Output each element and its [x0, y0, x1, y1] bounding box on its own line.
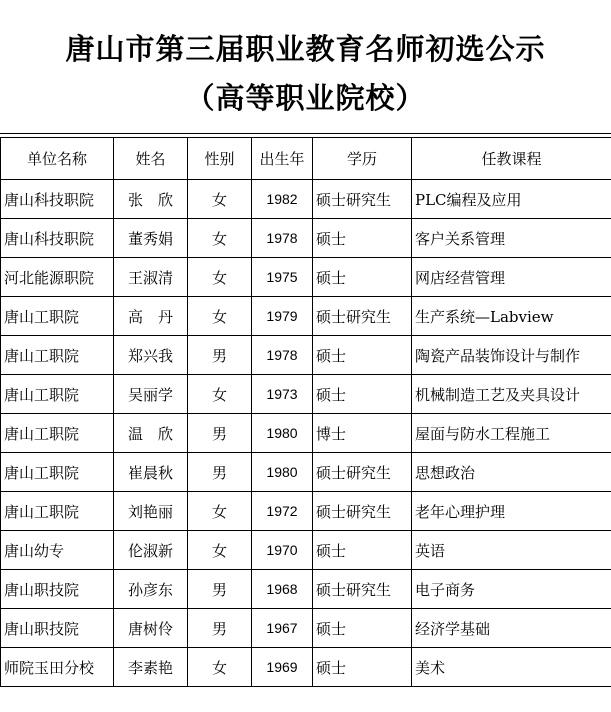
cell-education: 硕士研究生 — [313, 453, 412, 492]
cell-course: 机械制造工艺及夹具设计 — [412, 375, 611, 414]
document-title: 唐山市第三届职业教育名师初选公示 — [65, 32, 546, 66]
document-subtitle: （高等职业院校） — [185, 81, 426, 115]
nominee-table — [0, 137, 611, 687]
cell-name: 唐树伶 — [114, 609, 188, 648]
cell-unit: 唐山工职院 — [1, 414, 114, 453]
cell-sex: 女 — [188, 648, 252, 687]
cell-unit: 唐山科技职院 — [1, 180, 114, 219]
cell-course: 经济学基础 — [412, 609, 611, 648]
cell-course: 陶瓷产品装饰设计与制作 — [412, 336, 611, 375]
cell-birth-year: 1970 — [252, 531, 313, 570]
cell-birth-year: 1978 — [252, 336, 313, 375]
table-row — [1, 492, 611, 531]
cell-birth-year: 1967 — [252, 609, 313, 648]
cell-education: 硕士研究生 — [313, 297, 412, 336]
header-education: 学历 — [313, 138, 412, 180]
header-sex: 性别 — [188, 138, 252, 180]
cell-name: 王淑清 — [114, 258, 188, 297]
cell-course: 英语 — [412, 531, 611, 570]
cell-education: 硕士研究生 — [313, 570, 412, 609]
cell-unit: 唐山工职院 — [1, 492, 114, 531]
cell-education: 硕士研究生 — [313, 180, 412, 219]
cell-course: 屋面与防水工程施工 — [412, 414, 611, 453]
header-course: 任教课程 — [412, 138, 611, 180]
cell-education: 博士 — [313, 414, 412, 453]
cell-birth-year: 1979 — [252, 297, 313, 336]
document-header — [0, 0, 611, 134]
cell-course: 电子商务 — [412, 570, 611, 609]
cell-course: 生产系统—Labview — [412, 297, 611, 336]
cell-name: 高 丹 — [114, 297, 188, 336]
cell-birth-year: 1969 — [252, 648, 313, 687]
cell-unit: 唐山幼专 — [1, 531, 114, 570]
cell-name: 孙彦东 — [114, 570, 188, 609]
table-row — [1, 219, 611, 258]
cell-birth-year: 1975 — [252, 258, 313, 297]
cell-education: 硕士 — [313, 648, 412, 687]
cell-birth-year: 1972 — [252, 492, 313, 531]
cell-name: 董秀娟 — [114, 219, 188, 258]
cell-unit: 唐山职技院 — [1, 570, 114, 609]
table-row — [1, 648, 611, 687]
cell-sex: 女 — [188, 297, 252, 336]
cell-course: 网店经营管理 — [412, 258, 611, 297]
cell-name: 崔晨秋 — [114, 453, 188, 492]
table-row — [1, 609, 611, 648]
cell-name: 刘艳丽 — [114, 492, 188, 531]
cell-sex: 男 — [188, 336, 252, 375]
cell-education: 硕士研究生 — [313, 492, 412, 531]
cell-course: 客户关系管理 — [412, 219, 611, 258]
cell-unit: 唐山科技职院 — [1, 219, 114, 258]
cell-unit: 唐山职技院 — [1, 609, 114, 648]
cell-course: 老年心理护理 — [412, 492, 611, 531]
table-row — [1, 336, 611, 375]
header-birth-year: 出生年 — [252, 138, 313, 180]
cell-unit: 唐山工职院 — [1, 375, 114, 414]
table-header-row — [1, 138, 611, 180]
cell-education: 硕士 — [313, 609, 412, 648]
cell-birth-year: 1978 — [252, 219, 313, 258]
header-name: 姓名 — [114, 138, 188, 180]
cell-birth-year: 1982 — [252, 180, 313, 219]
cell-unit: 河北能源职院 — [1, 258, 114, 297]
cell-unit: 师院玉田分校 — [1, 648, 114, 687]
cell-education: 硕士 — [313, 219, 412, 258]
cell-sex: 男 — [188, 570, 252, 609]
cell-name: 李素艳 — [114, 648, 188, 687]
table-row — [1, 375, 611, 414]
cell-unit: 唐山工职院 — [1, 453, 114, 492]
cell-birth-year: 1980 — [252, 414, 313, 453]
header-unit: 单位名称 — [1, 138, 114, 180]
cell-birth-year: 1980 — [252, 453, 313, 492]
cell-sex: 男 — [188, 414, 252, 453]
cell-birth-year: 1973 — [252, 375, 313, 414]
table-row — [1, 258, 611, 297]
table-row — [1, 570, 611, 609]
table-row — [1, 180, 611, 219]
cell-education: 硕士 — [313, 258, 412, 297]
cell-name: 郑兴我 — [114, 336, 188, 375]
cell-education: 硕士 — [313, 375, 412, 414]
cell-sex: 男 — [188, 609, 252, 648]
cell-sex: 女 — [188, 375, 252, 414]
cell-unit: 唐山工职院 — [1, 336, 114, 375]
cell-unit: 唐山工职院 — [1, 297, 114, 336]
cell-sex: 女 — [188, 492, 252, 531]
cell-name: 伦淑新 — [114, 531, 188, 570]
cell-sex: 女 — [188, 258, 252, 297]
cell-course: 美术 — [412, 648, 611, 687]
cell-sex: 女 — [188, 180, 252, 219]
cell-sex: 女 — [188, 219, 252, 258]
cell-name: 张 欣 — [114, 180, 188, 219]
table-row — [1, 414, 611, 453]
cell-sex: 男 — [188, 453, 252, 492]
cell-education: 硕士 — [313, 531, 412, 570]
cell-course: 思想政治 — [412, 453, 611, 492]
table-row — [1, 297, 611, 336]
table-row — [1, 531, 611, 570]
cell-course: PLC编程及应用 — [412, 180, 611, 219]
cell-education: 硕士 — [313, 336, 412, 375]
cell-birth-year: 1968 — [252, 570, 313, 609]
table-row — [1, 453, 611, 492]
cell-name: 温 欣 — [114, 414, 188, 453]
cell-sex: 女 — [188, 531, 252, 570]
cell-name: 吴丽学 — [114, 375, 188, 414]
